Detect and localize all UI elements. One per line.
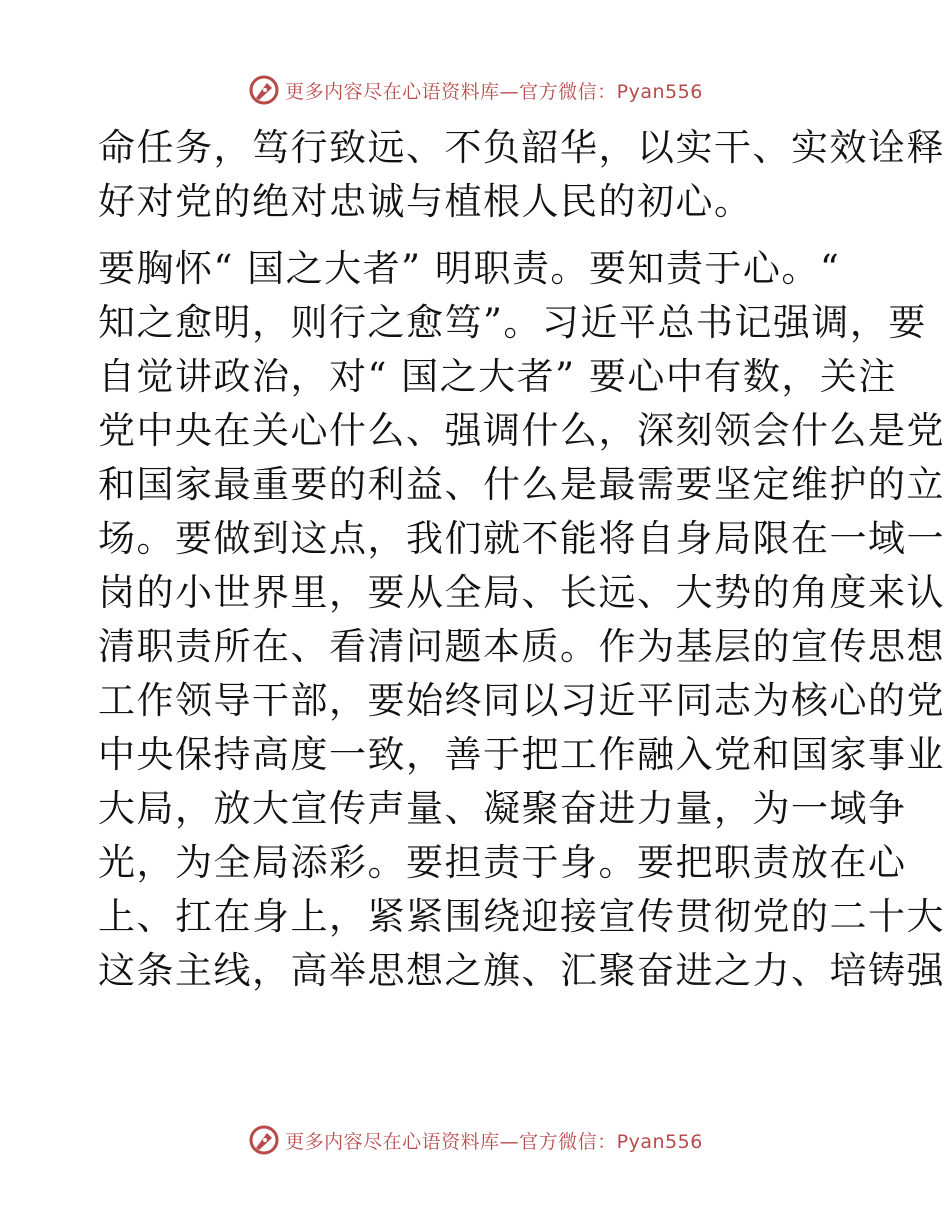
paragraph-1 (98, 121, 945, 229)
text-line: 中央保持高度一致，善于把工作融入党和国家事业 (98, 733, 945, 776)
text-line: 工作领导干部，要始终同以习近平同志为核心的党 (98, 679, 945, 722)
pen-nib-logo-icon (247, 1123, 281, 1157)
text-line: 要胸怀“ 国之大者” 明职责。要知责于心。“ (98, 247, 841, 290)
text-line: 场。要做到这点，我们就不能将自身局限在一域一 (98, 517, 945, 560)
pen-nib-logo-icon (247, 73, 281, 107)
text-line: 知之愈明，则行之愈笃”。习近平总书记强调，要 (98, 301, 927, 344)
text-line: 命任务，笃行致远、不负韶华，以实干、实效诠释 (98, 126, 945, 169)
text-line: 大局，放大宣传声量、凝聚奋进力量，为一域争 (98, 787, 907, 830)
text-line: 这条主线，高举思想之旗、汇聚奋进之力、培铸强 (98, 949, 945, 992)
text-line: 和国家最重要的利益、什么是最需要坚定维护的立 (98, 463, 945, 506)
text-line: 光，为全局添彩。要担责于身。要把职责放在心 (98, 841, 907, 884)
text-line: 党中央在关心什么、强调什么，深刻领会什么是党 (98, 409, 945, 452)
header-banner-text: 更多内容尽在心语资料库—官方微信：Pyan556 (285, 80, 703, 103)
text-line: 自觉讲政治，对“ 国之大者” 要心中有数，关注 (98, 355, 897, 398)
footer-banner (0, 1120, 950, 1160)
paragraph-2 (98, 242, 945, 998)
footer-banner-text: 更多内容尽在心语资料库—官方微信：Pyan556 (285, 1130, 703, 1153)
document-body (98, 121, 945, 998)
text-line: 好对党的绝对忠诚与植根人民的初心。 (98, 180, 753, 223)
text-line: 清职责所在、看清问题本质。作为基层的宣传思想 (98, 625, 945, 668)
header-banner (0, 70, 950, 110)
text-line: 上、扛在身上，紧紧围绕迎接宣传贯彻党的二十大 (98, 895, 945, 938)
text-line: 岗的小世界里，要从全局、长远、大势的角度来认 (98, 571, 945, 614)
